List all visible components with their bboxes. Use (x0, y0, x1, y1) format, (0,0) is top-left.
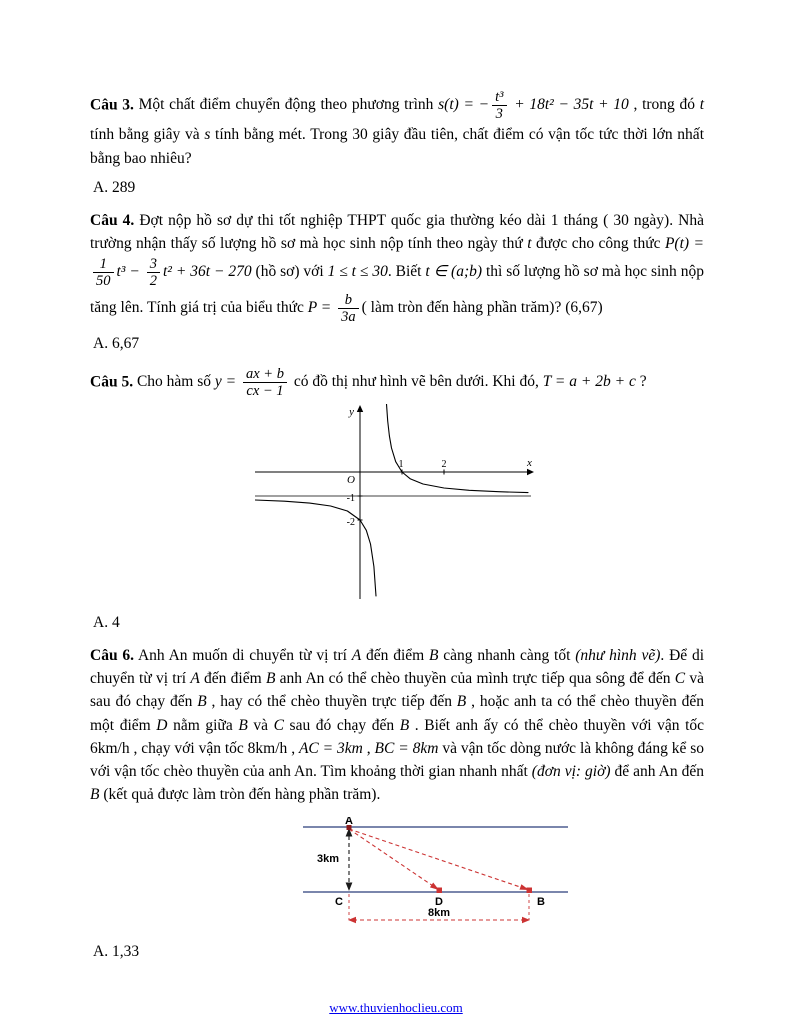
y-tick-m2: -2 (346, 517, 355, 529)
text-segment: (kết quả được làm tròn đến hàng phần trăm). (99, 786, 381, 804)
segment-ab (349, 829, 529, 890)
math-expression: T = a + 2b + c (542, 373, 636, 391)
math-expression: + 18t² − 35t + 10 (509, 96, 629, 114)
label-b: B (537, 895, 545, 908)
math-expression: AC = 3km (298, 739, 363, 757)
math-expression: B (265, 670, 276, 688)
arrow-down-c (346, 882, 353, 891)
math-expression: P(t) = (664, 234, 704, 252)
y-tick-m1: -1 (346, 493, 355, 505)
math-expression: B (238, 716, 248, 734)
math-expression: P = (307, 298, 336, 316)
math-expression: D (156, 716, 168, 734)
question-4-label: Câu 4. (90, 211, 135, 229)
marker-d (437, 887, 443, 893)
text-segment: nằm giữa (167, 716, 239, 734)
math-expression: B (90, 786, 100, 804)
text-segment: và (247, 716, 274, 734)
math-expression: t ∈ (a;b) (425, 263, 483, 281)
text-segment: đến điểm (199, 670, 266, 688)
fraction: $\frac{3}{2}$ (147, 256, 160, 289)
text-segment: ( làm tròn đến hàng phần trăm)? (6,67) (361, 298, 603, 316)
origin-label: O (347, 474, 355, 487)
text-segment: . Để di chuyển từ vị trí (90, 646, 705, 688)
math-expression: A (190, 670, 200, 688)
math-expression: t³ − (116, 263, 144, 281)
river-crossing-figure (303, 817, 704, 934)
text-segment: , hay có thể chèo thuyền trực tiếp đến (206, 693, 457, 711)
hyperbola-graph (255, 404, 535, 600)
math-expression: t (527, 234, 532, 252)
label-3km: 3km (317, 852, 340, 865)
segment-ad (349, 829, 439, 890)
text-segment: , (362, 739, 375, 757)
math-expression: BC = 8km (374, 739, 439, 757)
text-segment: (hồ sơ) với (251, 263, 328, 281)
text-segment: Một chất điểm chuyển động theo phương trình (133, 96, 439, 114)
text-segment: và vận tốc dòng nước là không đáng kể so với vận tốc chèo thuyền của anh An. Tìm khoảng thời gian nhanh nhất (90, 739, 705, 781)
question-6 (90, 644, 704, 807)
text-segment: tính bằng mét. Trong 30 giây đầu tiên, chất điểm có vận tốc tức thời lớn nhất bằng bao nhiêu? (90, 126, 704, 167)
fraction: $\frac{ax + b}{cx - 1}$ (243, 366, 287, 399)
answer-5: A. 4 (93, 614, 120, 632)
dimension-arrow-left (348, 916, 356, 922)
question-3 (90, 88, 704, 170)
text-segment: càng nhanh càng tốt (438, 646, 576, 664)
math-expression: B (197, 693, 207, 711)
math-expression: B (399, 716, 410, 734)
text-segment: (đơn vị: giờ) (531, 763, 611, 781)
label-8km: 8km (427, 906, 451, 919)
fraction: $\frac{\text{t³}}{3}$ (492, 89, 506, 122)
math-expression: y = (214, 373, 240, 391)
x-axis-arrow (527, 469, 534, 475)
answer-4: A. 6,67 (93, 335, 140, 353)
answer-6: A. 1,33 (93, 942, 140, 960)
question-3-label: Câu 3. (90, 96, 134, 114)
fraction: $\frac{b}{3a}$ (338, 292, 359, 325)
math-expression: 1 ≤ t ≤ 30 (327, 263, 388, 281)
question-6-label: Câu 6. (90, 646, 134, 664)
text-segment: ? (635, 373, 647, 391)
label-a: A (345, 816, 353, 827)
math-expression: C (674, 670, 686, 688)
dimension-arrow-right (522, 916, 530, 922)
river-diagram (303, 817, 568, 929)
text-segment: Anh An muốn di chuyển từ vị trí (134, 646, 352, 664)
question-5-label: Câu 5. (90, 373, 134, 391)
text-segment: có đồ thị như hình vẽ bên dưới. Khi đó, (289, 373, 543, 391)
text-segment: được cho công thức (531, 234, 665, 252)
y-axis-arrow (357, 405, 363, 412)
math-expression: B (429, 646, 439, 664)
question-5-text (133, 365, 647, 400)
math-expression: s(t) = − (438, 96, 490, 114)
question-3-text (90, 89, 704, 167)
marker-b (527, 887, 533, 893)
curve-left-branch (255, 500, 376, 596)
label-c: C (335, 895, 343, 908)
math-expression: B (456, 693, 467, 711)
text-segment: Cho hàm số (133, 373, 215, 391)
answer-3: A. 289 (93, 178, 136, 196)
hyperbola-graph-figure (255, 404, 704, 605)
curve-right-branch (387, 404, 529, 493)
math-expression: t² + 36t − 270 (163, 263, 252, 281)
text-segment: đến điểm (361, 646, 429, 664)
text-segment: Đợt nộp hồ sơ dự thi tốt nghiệp THPT quốc gia thường kéo dài 1 tháng ( 30 ngày). Nhà trường nhận thấy số lượng hồ sơ mà học sinh nộp tính theo ngày thứ (90, 211, 704, 252)
math-expression: s (204, 126, 211, 144)
text-segment: tính bằng giây và (90, 126, 205, 144)
text-segment: . Biết (387, 263, 426, 281)
y-axis-label: y (349, 406, 354, 419)
label-d: D (435, 895, 443, 908)
text-segment: sau đó chạy đến (283, 716, 400, 734)
math-expression: A (351, 646, 362, 664)
text-segment: để anh An đến (610, 763, 704, 781)
math-expression: C (273, 716, 284, 734)
footer-link[interactable]: www.thuvienhoclieu.com (329, 1000, 463, 1015)
question-5 (90, 365, 704, 400)
x-tick-2: 2 (441, 459, 447, 471)
x-axis-label: x (527, 457, 532, 470)
fraction: $\frac{1}{50}$ (93, 256, 114, 289)
x-tick-1: 1 (398, 459, 404, 471)
text-segment: . Biết anh ấy có thể chèo thuyền với vận tốc 6km/h , chạy với vận tốc 8km/h , (90, 716, 704, 757)
text-segment: , hoặc anh ta có thể chèo thuyền đến một điểm (90, 693, 704, 734)
math-expression: t (699, 96, 704, 114)
question-4 (90, 209, 704, 326)
text-segment: và sau đó chạy đến (90, 670, 704, 711)
text-segment: anh An có thể chèo thuyền của mình trực tiếp qua sông để đến (275, 670, 675, 688)
text-segment: (như hình vẽ) (575, 646, 661, 664)
question-4-text (90, 211, 704, 325)
text-segment: thì số lượng hồ sơ mà học sinh nộp tăng lên. Tính giá trị của biểu thức (90, 263, 704, 316)
question-6-text (90, 647, 704, 804)
text-segment: , trong đó (628, 96, 700, 114)
